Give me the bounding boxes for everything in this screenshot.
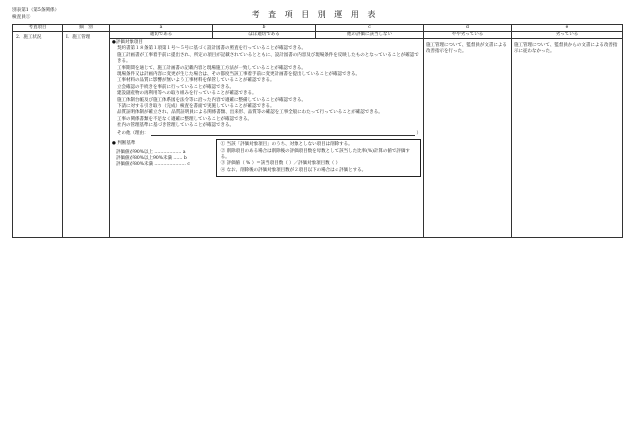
criteria-line: 工事材料の品質に影響が無いよう工事材料を保管していることが確認できる。 xyxy=(117,78,275,84)
criteria-line: 工事の関係書類を不足なく適確に整理していることが確認できる。 xyxy=(117,116,252,122)
appendix-label: 別表第1（第5条関係） xyxy=(12,8,60,13)
item-cell: 2．施工状況 xyxy=(13,32,63,238)
judgement-line: 評価値が90%以上 ……………… a xyxy=(116,149,186,155)
note-item: ④ なお、削除後の評価対象項目数が２項目以下の場合はｃ評価とする。 xyxy=(220,167,367,173)
criteria-line: 施工計画書が工事着手前に提出され、所定の項目が記載されているとともに、設計図書の内容及び現場条件を反映したものとなっていることが確認できる。 xyxy=(117,52,419,65)
other-line xyxy=(112,131,421,137)
column-kind-header: 細 別 xyxy=(63,25,110,32)
column-c-header: c xyxy=(316,25,424,32)
judgement-section xyxy=(112,141,421,177)
column-a-header: a xyxy=(110,25,213,32)
evaluation-table xyxy=(12,24,623,238)
document-title: 考 査 項 目 別 運 用 表 xyxy=(251,10,379,19)
sublabel-e: 劣っている xyxy=(512,32,623,39)
note-item: ③ 評価値（ % ）＝該当項目数（ ）／評価対象項目数（ ） xyxy=(220,161,341,167)
other-label: その他（ xyxy=(117,130,135,136)
column-b-header: b xyxy=(213,25,316,32)
header-row xyxy=(13,25,623,32)
inspector-label: 検査員① xyxy=(12,14,31,20)
criteria-line: 工事期間を通じて、施工計画書の記載内容と現場施工方法が一致していることが確認できる。 xyxy=(117,65,306,71)
criteria-line: 品質証明体制が確立され、品質証明員による関係書類、出来形、品質等の確認を工事全般にわたって行っていることが確認できる。 xyxy=(117,110,383,116)
sublabel-d: やや劣っている xyxy=(424,32,512,39)
other-close: ） xyxy=(416,130,421,136)
criteria-cell xyxy=(110,39,424,238)
judgement-title: ● 判断基準 xyxy=(112,141,136,147)
criteria-line: 立会確認の手続きを事前に行っていることが確認できる。 xyxy=(117,84,234,90)
kind-cell: Ⅰ．施工管理 xyxy=(63,32,110,238)
note-item: ② 削除項目のある場合は削除後の評価項目数を母数として該当した比率(%)計算の値で評価する。 xyxy=(220,148,410,160)
column-item-header: 考査項目 xyxy=(13,25,63,32)
judgement-line: 評価値が80%未満 ………………… c xyxy=(116,162,190,168)
evaluation-e-cell: 施工管理について、監督員からの文書による改善指示に従わなかった。 xyxy=(512,39,623,238)
sublabel-b: ほぼ適切である xyxy=(213,32,316,39)
other-reason-blank xyxy=(151,131,415,136)
evaluation-d-cell: 施工管理について、監督員が文書による改善指示を行った。 xyxy=(424,39,512,238)
judgement-criteria xyxy=(112,141,208,169)
notes-box xyxy=(216,139,421,177)
column-e-header: e xyxy=(512,25,623,32)
note-item: ① 当該「評価対象項目」のうち、対象としない項目は削除する。 xyxy=(220,142,353,148)
criteria-line: 社内の管理基準に基づき管理していることが確認できる。 xyxy=(117,123,234,129)
sublabel-row xyxy=(13,32,623,39)
column-d-header: d xyxy=(424,25,512,32)
judgement-line: 評価値が80%以上90%未満 …… b xyxy=(116,155,187,161)
criteria-line: 下請に対する引き取り（完成）検査を書面で実施していることが確認できる。 xyxy=(117,104,275,110)
criteria-line: 施工体制台帳及び施工体系図を法令等に沿った内容で適確に整備していることが確認できる。 xyxy=(117,97,306,103)
sublabel-c: 他の評価に該当しない xyxy=(316,32,424,39)
sublabel-a: 適切である xyxy=(110,32,213,39)
criteria-line: 契約書第１８条第１項第１号～５号に基づく設計図書の照査を行っていることが確認できる。 xyxy=(117,46,306,52)
other-reason-label: 理由： xyxy=(135,130,149,136)
criteria-heading: ●評価対象項目 xyxy=(112,40,143,45)
criteria-line: 建設副産物の再利用等への取り組みを行っていることが確認できる。 xyxy=(117,91,257,97)
criteria-line: 現場条件又は計画内容に変更が生じた場合は、その都度当該工事着手前に変更計画書を提出していることが確認できる。 xyxy=(117,72,360,78)
